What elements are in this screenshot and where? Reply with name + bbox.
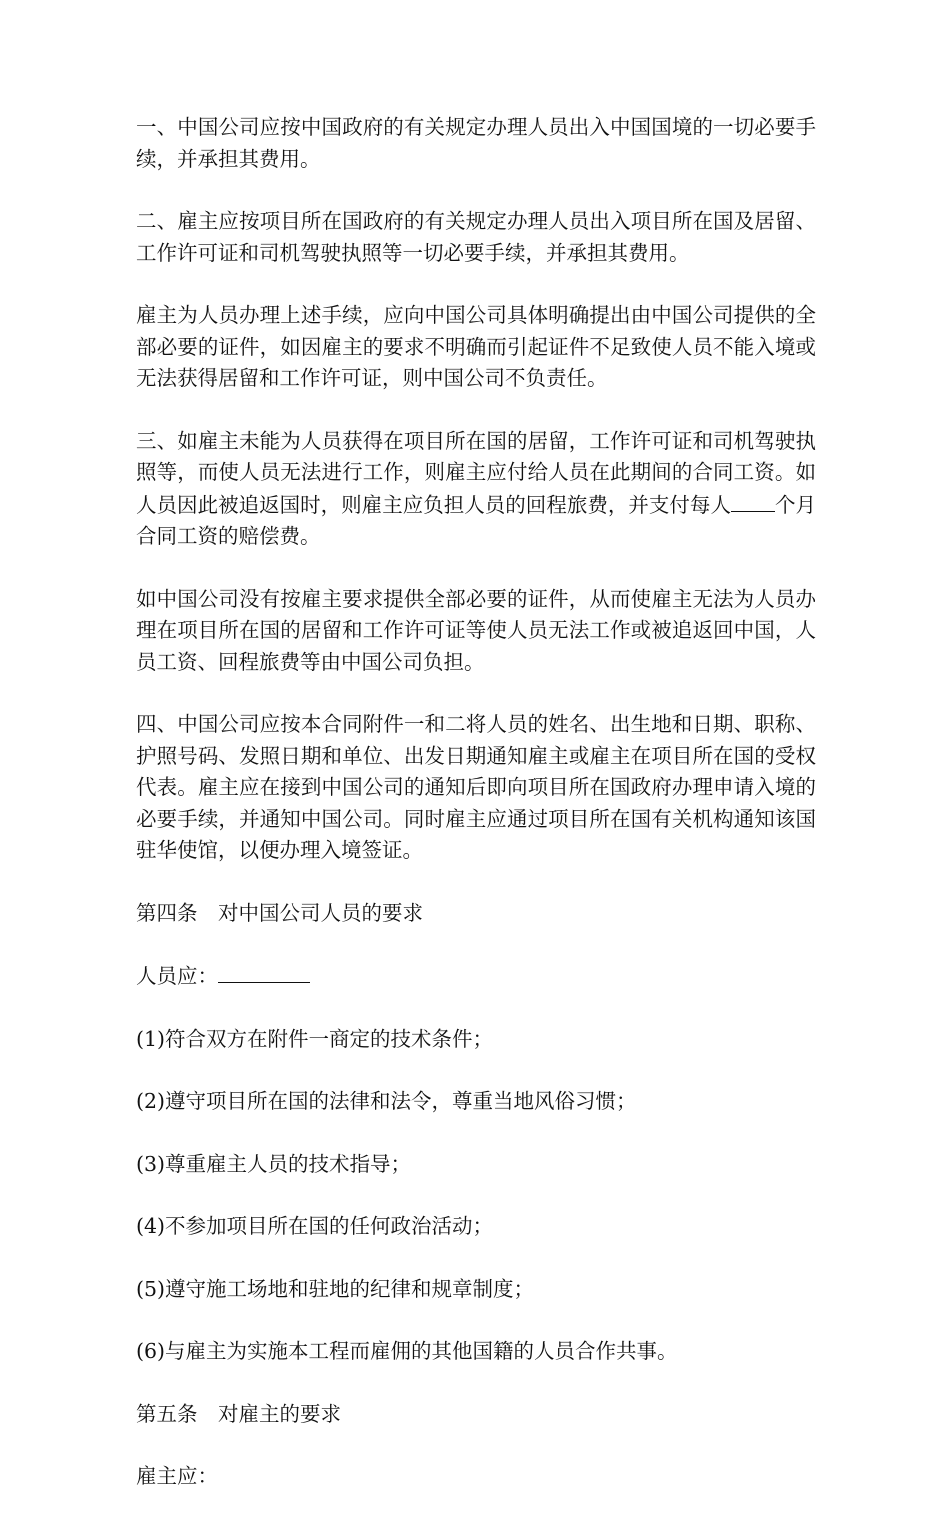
clause-paragraph-1: 一、中国公司应按中国政府的有关规定办理人员出入中国国境的一切必要手续，并承担其费用。 — [136, 115, 816, 171]
article-4-item: (3)尊重雇主人员的技术指导； — [136, 1151, 412, 1176]
article-5-heading: 第五条 对雇主的要求 — [136, 1401, 341, 1426]
article-4-item: (2)遵守项目所在国的法律和法令，尊重当地风俗习惯； — [136, 1089, 637, 1113]
article-4-intro-text: 人员应： — [136, 964, 218, 988]
blank-months-field[interactable] — [731, 489, 775, 512]
clause-paragraph-3: 雇主为人员办理上述手续，应向中国公司具体明确提出由中国公司提供的全部必要的证件，如因雇主的要求不明确而引起证件不足致使人员不能入境或无法获得居留和工作许可证，则中国公司不负责任。 — [136, 303, 816, 390]
article-4-intro — [136, 960, 816, 993]
clause-paragraph-6: 四、中国公司应按本合同附件一和二将人员的姓名、出生地和日期、职称、护照号码、发照日期和单位、出发日期通知雇主或雇主在项目所在国的受权代表。雇主应在接到中国公司的通知后即向项目所在国政府办理申请入境的必要手续，并通知中国公司。同时雇主应通过项目所在国有关机构通知该国驻华使馆，以便办理入境签证。 — [136, 712, 816, 862]
article-4-item: (1)符合双方在附件一商定的技术条件； — [136, 1026, 494, 1051]
clause-paragraph-4-tail: 个月合同工资的赔偿费。 — [136, 492, 817, 548]
clause-paragraph-4 — [136, 426, 816, 553]
article-4-item: (6)与雇主为实施本工程而雇佣的其他国籍的人员合作共事。 — [136, 1339, 678, 1363]
document-page — [136, 112, 816, 1524]
article-4-heading: 第四条 对中国公司人员的要求 — [136, 900, 423, 925]
clause-paragraph-5: 如中国公司没有按雇主要求提供全部必要的证件，从而使雇主无法为人员办理在项目所在国的居留和工作许可证等使人员无法工作或被追返回中国，人员工资、回程旅费等由中国公司负担。 — [136, 586, 816, 674]
article-4-item: (4)不参加项目所在国的任何政治活动； — [136, 1214, 494, 1238]
clause-paragraph-4-text: 三、如雇主未能为人员获得在项目所在国的居留，工作许可证和司机驾驶执照等，而使人员无法进行工作，则雇主应付给人员在此期间的合同工资。如人员因此被追返国时，则雇主应负担人员的回程旅费，并支付每人 — [136, 428, 816, 517]
article-4-item: (5)遵守施工场地和驻地的纪律和规章制度； — [136, 1276, 535, 1301]
blank-requirements-field[interactable] — [218, 960, 310, 983]
clause-paragraph-2: 二、雇主应按项目所在国政府的有关规定办理人员出入项目所在国及居留、工作许可证和司机驾驶执照等一切必要手续，并承担其费用。 — [136, 209, 816, 265]
article-5-intro: 雇主应： — [136, 1464, 218, 1488]
